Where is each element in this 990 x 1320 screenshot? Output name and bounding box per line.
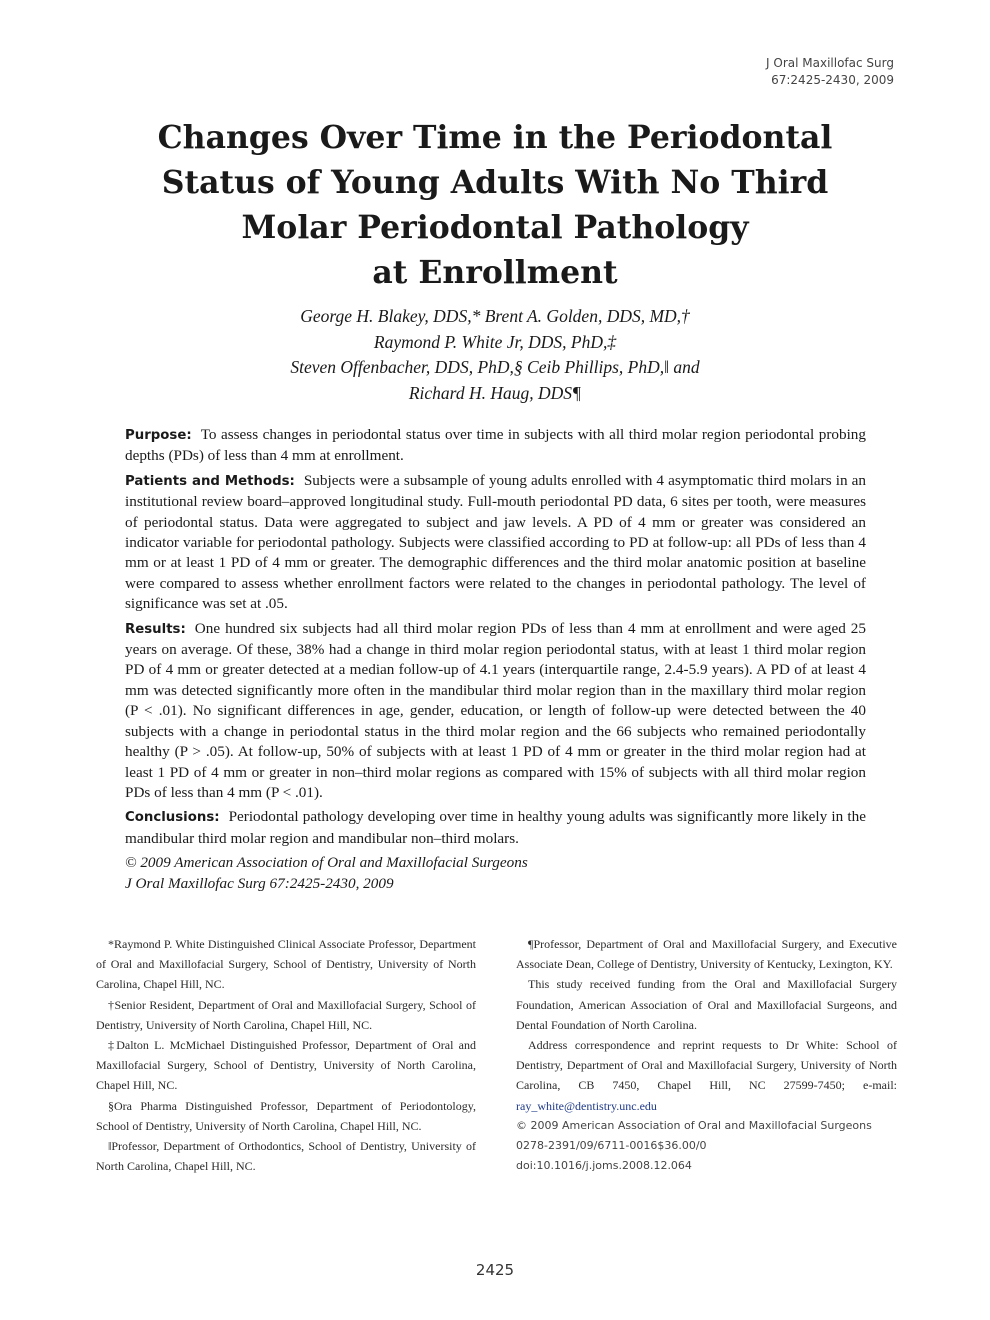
footnote-doi: doi:10.1016/j.joms.2008.12.064 — [516, 1159, 692, 1173]
footnote-affiliation: §Ora Pharma Distinguished Professor, Department of Periodontology, School of Dentistry, University of North Carolina, Chapel Hill, NC. — [96, 1098, 476, 1133]
author-list — [120, 304, 870, 406]
journal-name: J Oral Maxillofac Surg — [766, 56, 894, 70]
footnote-affiliation: ‡Dalton L. McMichael Distinguished Professor, Department of Oral and Maxillofacial Surgery, School of Dentistry, University of North Carolina, Chapel Hill, NC. — [96, 1038, 476, 1093]
abstract-citation: J Oral Maxillofac Surg 67:2425-2430, 2009 — [125, 874, 394, 892]
author-line: Richard H. Haug, DDS¶ — [408, 382, 582, 403]
journal-citation: 67:2425-2430, 2009 — [771, 73, 894, 87]
abstract — [125, 425, 866, 894]
footnote-affiliation: ‖Professor, Department of Orthodontics, School of Dentistry, University of North Carolina, Chapel Hill, NC. — [96, 1139, 476, 1174]
section-label: Purpose: — [125, 428, 192, 443]
section-label: Conclusions: — [125, 810, 220, 826]
section-label: Results: — [125, 621, 186, 637]
email-link[interactable]: ray_white@dentistry.unc.edu — [516, 1098, 657, 1113]
author-line: George H. Blakey, DDS,* Brent A. Golden, DDS, MD,† — [300, 306, 690, 326]
author-line: Steven Offenbacher, DDS, PhD,§ Ceib Phillips, PhD,‖ and — [290, 357, 700, 377]
correspondence-text: Address correspondence and reprint requests to Dr White: School of Dentistry, Department of Oral and Maxillofacial Surgery, University of North Carolina, CB 7450, Chapel Hill, NC 27599-7450; e-mail: — [516, 1038, 897, 1093]
title-line: at Enrollment — [372, 254, 618, 291]
title-line: Molar Periodontal Pathology — [241, 209, 749, 246]
page-number: 2425 — [475, 1261, 515, 1279]
footnotes-left-column — [96, 934, 476, 1176]
abstract-results — [125, 619, 866, 804]
section-label: Patients and Methods: — [125, 473, 295, 489]
footnote-affiliation: *Raymond P. White Distinguished Clinical Associate Professor, Department of Oral and Maxillofacial Surgery, School of Dentistry, University of North Carolina, Chapel Hill, NC. — [96, 937, 476, 992]
footnotes-right-column — [516, 934, 897, 1176]
section-text: To assess changes in periodontal status over time in subjects with all third molar region periodontal probing depths (PDs) of less than 4 mm at enrollment. — [125, 426, 866, 465]
footnote-affiliation: ¶Professor, Department of Oral and Maxillofacial Surgery, and Executive Associate Dean, College of Dentistry, University of Kentucky, Lexington, KY. — [516, 937, 897, 972]
footnote-funding: This study received funding from the Oral and Maxillofacial Surgery Foundation, American Association of Oral and Maxillofacial Surgeons, and Dental Foundation of North Carolina. — [516, 977, 897, 1032]
author-line: Raymond P. White Jr, DDS, PhD,‡ — [373, 331, 617, 352]
abstract-copyright: © 2009 American Association of Oral and Maxillofacial Surgeons — [125, 854, 528, 872]
footnote-correspondence — [516, 1035, 897, 1116]
abstract-conclusions — [125, 807, 866, 849]
journal-reference — [766, 55, 894, 89]
section-text: Periodontal pathology developing over time in healthy young adults was significantly more likely in the mandibular third molar region and mandibular non–third molars. — [125, 808, 866, 847]
abstract-methods — [125, 471, 866, 615]
abstract-purpose — [125, 425, 866, 467]
article-title — [120, 115, 870, 295]
section-text: One hundred six subjects had all third molar region PDs of less than 4 mm at enrollment and were aged 25 years on average. Of these, 38% had a change in third molar region periodontal status, with at least 1 third molar region PD of 4 mm or greater detected at a median follow-up of 4.1 years (interquartile range, 2.4-5.9 years). A PD of at least 4 mm was detected significantly more often in the mandibular third molar region than in the maxillary third molar region (P < .01). No significant differences in age, gender, education, or length of follow-up were detected between the 40 subjects with a change in periodontal status in the third molar region and the 66 subjects who remained periodontally healthy (P > .05). At follow-up, 50% of subjects with at least 1 PD of 4 mm or greater in the third molar region had at least 1 PD of 4 mm or greater in non–third molar regions as compared with 15% of subjects with all third molar region PDs of less than 4 mm (P < .01). — [125, 619, 866, 801]
footnote-copyright: © 2009 American Association of Oral and Maxillofacial Surgeons — [516, 1118, 872, 1132]
title-line: Status of Young Adults With No Third — [161, 164, 829, 201]
footnote-affiliation: †Senior Resident, Department of Oral and Maxillofacial Surgery, School of Dentistry, University of North Carolina, Chapel Hill, NC. — [96, 997, 476, 1032]
section-text: Subjects were a subsample of young adults enrolled with 4 asymptomatic third molars in an institutional review board–approved longitudinal study. Full-mouth periodontal PD data, 6 sites per tooth, were measures of periodontal status. Data were aggregated to subject and jaw levels. A PD of 4 mm or greater was considered an indicator variable for periodontal pathology. Subjects were classified according to PD at follow-up: all PDs of less than 4 mm or at least 1 PD of 4 mm or greater. The demographic differences and the third molar anatomic position at baseline were compared to assess whether enrollment factors were related to the changes in periodontal pathology. The level of significance was set at .05. — [125, 471, 866, 613]
title-line: Changes Over Time in the Periodontal — [157, 119, 833, 156]
footnote-issn: 0278-2391/09/6711-0016$36.00/0 — [516, 1139, 707, 1153]
